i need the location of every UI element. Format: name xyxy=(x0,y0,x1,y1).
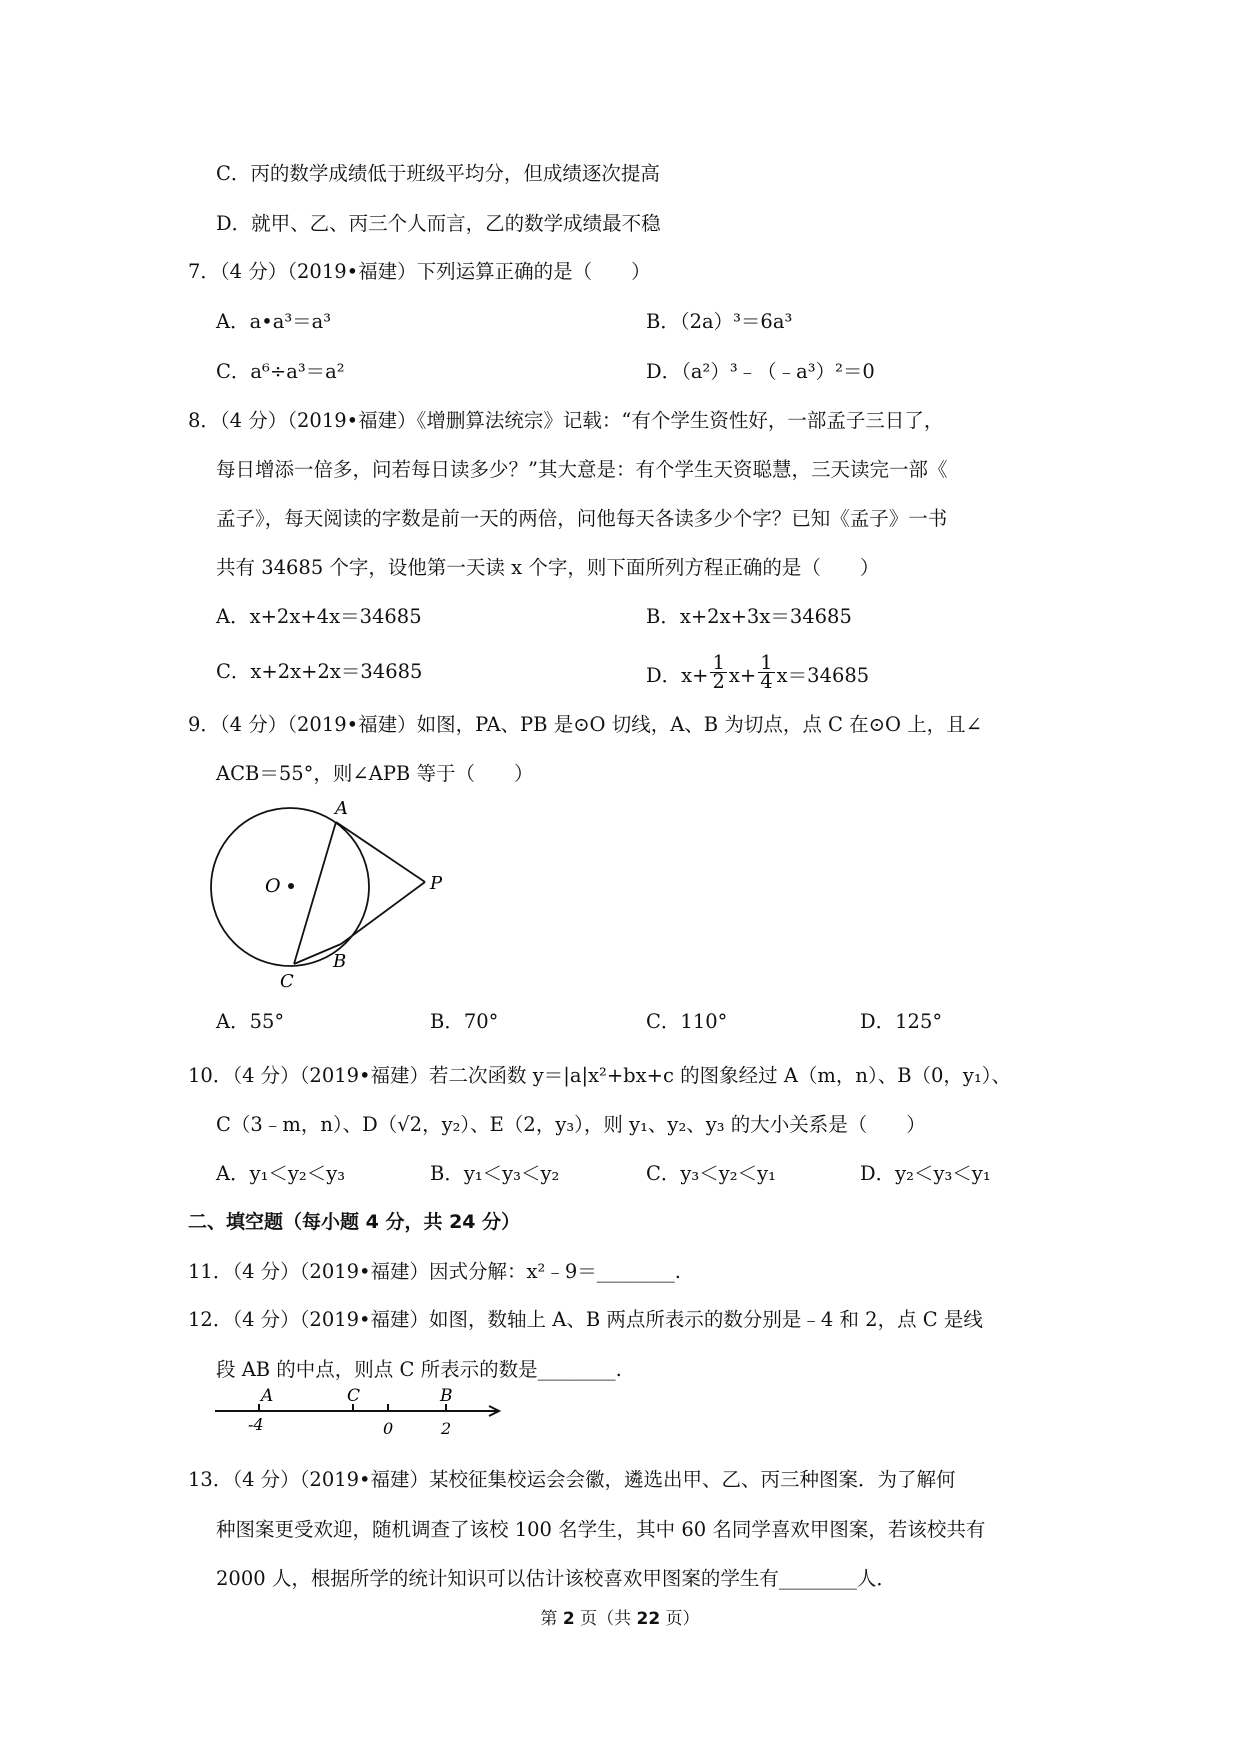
q7-option-c: C．a⁶÷a³＝a² xyxy=(216,360,345,383)
fraction-quarter xyxy=(758,651,774,693)
label-b: B xyxy=(440,1388,453,1406)
center-point xyxy=(288,883,294,889)
q12-number-line-figure xyxy=(210,1388,510,1453)
q6-option-d: D．就甲、乙、丙三个人而言，乙的数学成绩最不稳 xyxy=(216,212,661,235)
footer-total-pages: 22 xyxy=(636,1609,661,1629)
footer-middle: 页（共 xyxy=(574,1609,637,1629)
tangent-pa xyxy=(336,822,425,882)
q13-stem-line3: 2000 人，根据所学的统计知识可以估计该校喜欢甲图案的学生有________人． xyxy=(216,1567,896,1590)
fraction-half xyxy=(710,651,726,693)
q10-option-c: C．y₃＜y₂＜y₁ xyxy=(646,1162,776,1185)
q8-option-d-prefix: D．x+ xyxy=(646,664,709,687)
tick-label-a: -4 xyxy=(248,1415,264,1434)
label-p: P xyxy=(430,873,443,894)
q10-option-a: A．y₁＜y₂＜y₃ xyxy=(216,1162,346,1185)
footer-suffix: 页） xyxy=(660,1609,700,1629)
q9-circle-tangent-figure xyxy=(205,795,455,995)
page-footer xyxy=(0,1605,1240,1633)
q9-stem-line1: 9．（4 分）（2019•福建）如图，PA、PB 是⊙O 切线，A、B 为切点，点 C 在⊙O 上，且∠ xyxy=(188,713,983,736)
label-o: O xyxy=(265,875,281,897)
fraction-quarter-numerator: 1 xyxy=(760,651,773,674)
q8-option-c: C．x+2x+2x＝34685 xyxy=(216,660,423,683)
label-b: B xyxy=(333,951,347,972)
label-a: A xyxy=(261,1388,274,1406)
label-c: C xyxy=(280,971,294,992)
q8-option-d-suffix: x＝34685 xyxy=(776,664,870,687)
q12-stem-line1: 12．（4 分）（2019•福建）如图，数轴上 A、B 两点所表示的数分别是﹣4 和 2，点 C 是线 xyxy=(188,1308,983,1331)
q9-option-d: D．125° xyxy=(860,1010,943,1033)
fraction-half-numerator: 1 xyxy=(712,651,725,674)
q6-option-c: C．丙的数学成绩低于班级平均分，但成绩逐次提高 xyxy=(216,162,660,185)
q13-stem-line1: 13．（4 分）（2019•福建）某校征集校运会会徽，遴选出甲、乙、丙三种图案．为了解何 xyxy=(188,1468,956,1491)
tangent-pb xyxy=(341,882,425,944)
q11-stem: 11．（4 分）（2019•福建）因式分解：x²﹣9＝________. xyxy=(188,1260,681,1283)
q8-stem-line1: 8．（4 分）（2019•福建）《增删算法统宗》记载：“有个学生资性好，一部孟子三日了， xyxy=(188,409,944,432)
q8-option-d xyxy=(646,651,870,695)
fraction-half-denominator: 2 xyxy=(712,670,725,693)
q9-stem-line2: ACB＝55°，则∠APB 等于（ ） xyxy=(216,762,534,785)
q10-option-b: B．y₁＜y₃＜y₂ xyxy=(430,1162,560,1185)
q8-stem-line3: 孟子》，每天阅读的字数是前一天的两倍，问他每天各读多少个字？已知《孟子》一书 xyxy=(216,507,948,530)
section-title-fill-in: 二、填空题（每小题 4 分，共 24 分） xyxy=(188,1211,521,1233)
q8-stem-line4: 共有 34685 个字，设他第一天读 x 个字，则下面所列方程正确的是（ ） xyxy=(216,556,880,579)
fraction-quarter-denominator: 4 xyxy=(760,670,773,693)
q8-option-b: B．x+2x+3x＝34685 xyxy=(646,605,852,628)
q9-option-b: B．70° xyxy=(430,1010,499,1033)
q8-option-d-middle: x+ xyxy=(728,664,757,687)
footer-prefix: 第 xyxy=(540,1609,563,1629)
q7-option-d: D．（a²）³﹣（﹣a³）²＝0 xyxy=(646,360,875,383)
label-a: A xyxy=(335,798,348,819)
q7-option-b: B．（2a）³＝6a³ xyxy=(646,310,793,333)
q12-stem-line2: 段 AB 的中点，则点 C 所表示的数是________. xyxy=(216,1358,622,1381)
q7-option-a: A．a•a³＝a³ xyxy=(216,310,332,333)
q8-option-a: A．x+2x+4x＝34685 xyxy=(216,605,422,628)
q9-option-a: A．55° xyxy=(216,1010,285,1033)
footer-page-number: 2 xyxy=(562,1609,575,1629)
q10-option-d: D．y₂＜y₃＜y₁ xyxy=(860,1162,991,1185)
q8-stem-line2: 每日增添一倍多，问若每日读多少？”其大意是：有个学生天资聪慧，三天读完一部《 xyxy=(216,458,948,481)
label-c: C xyxy=(347,1388,361,1406)
q9-option-c: C．110° xyxy=(646,1010,728,1033)
q10-stem-line1: 10．（4 分）（2019•福建）若二次函数 y＝|a|x²+bx+c 的图象经过 A（m，n）、B（0，y₁）、 xyxy=(188,1064,1012,1087)
q13-stem-line2: 种图案更受欢迎，随机调查了该校 100 名学生，其中 60 名同学喜欢甲图案，若该校共有 xyxy=(216,1518,986,1541)
tick-label-b: 2 xyxy=(441,1419,452,1438)
q7-stem: 7．（4 分）（2019•福建）下列运算正确的是（ ） xyxy=(188,260,651,283)
chord-ac xyxy=(294,822,336,964)
q10-stem-line2: C（3﹣m，n）、D（√2，y₂）、E（2，y₃），则 y₁、y₂、y₃ 的大小关系是（ ） xyxy=(216,1113,926,1136)
tick-label-zero: 0 xyxy=(383,1419,394,1438)
